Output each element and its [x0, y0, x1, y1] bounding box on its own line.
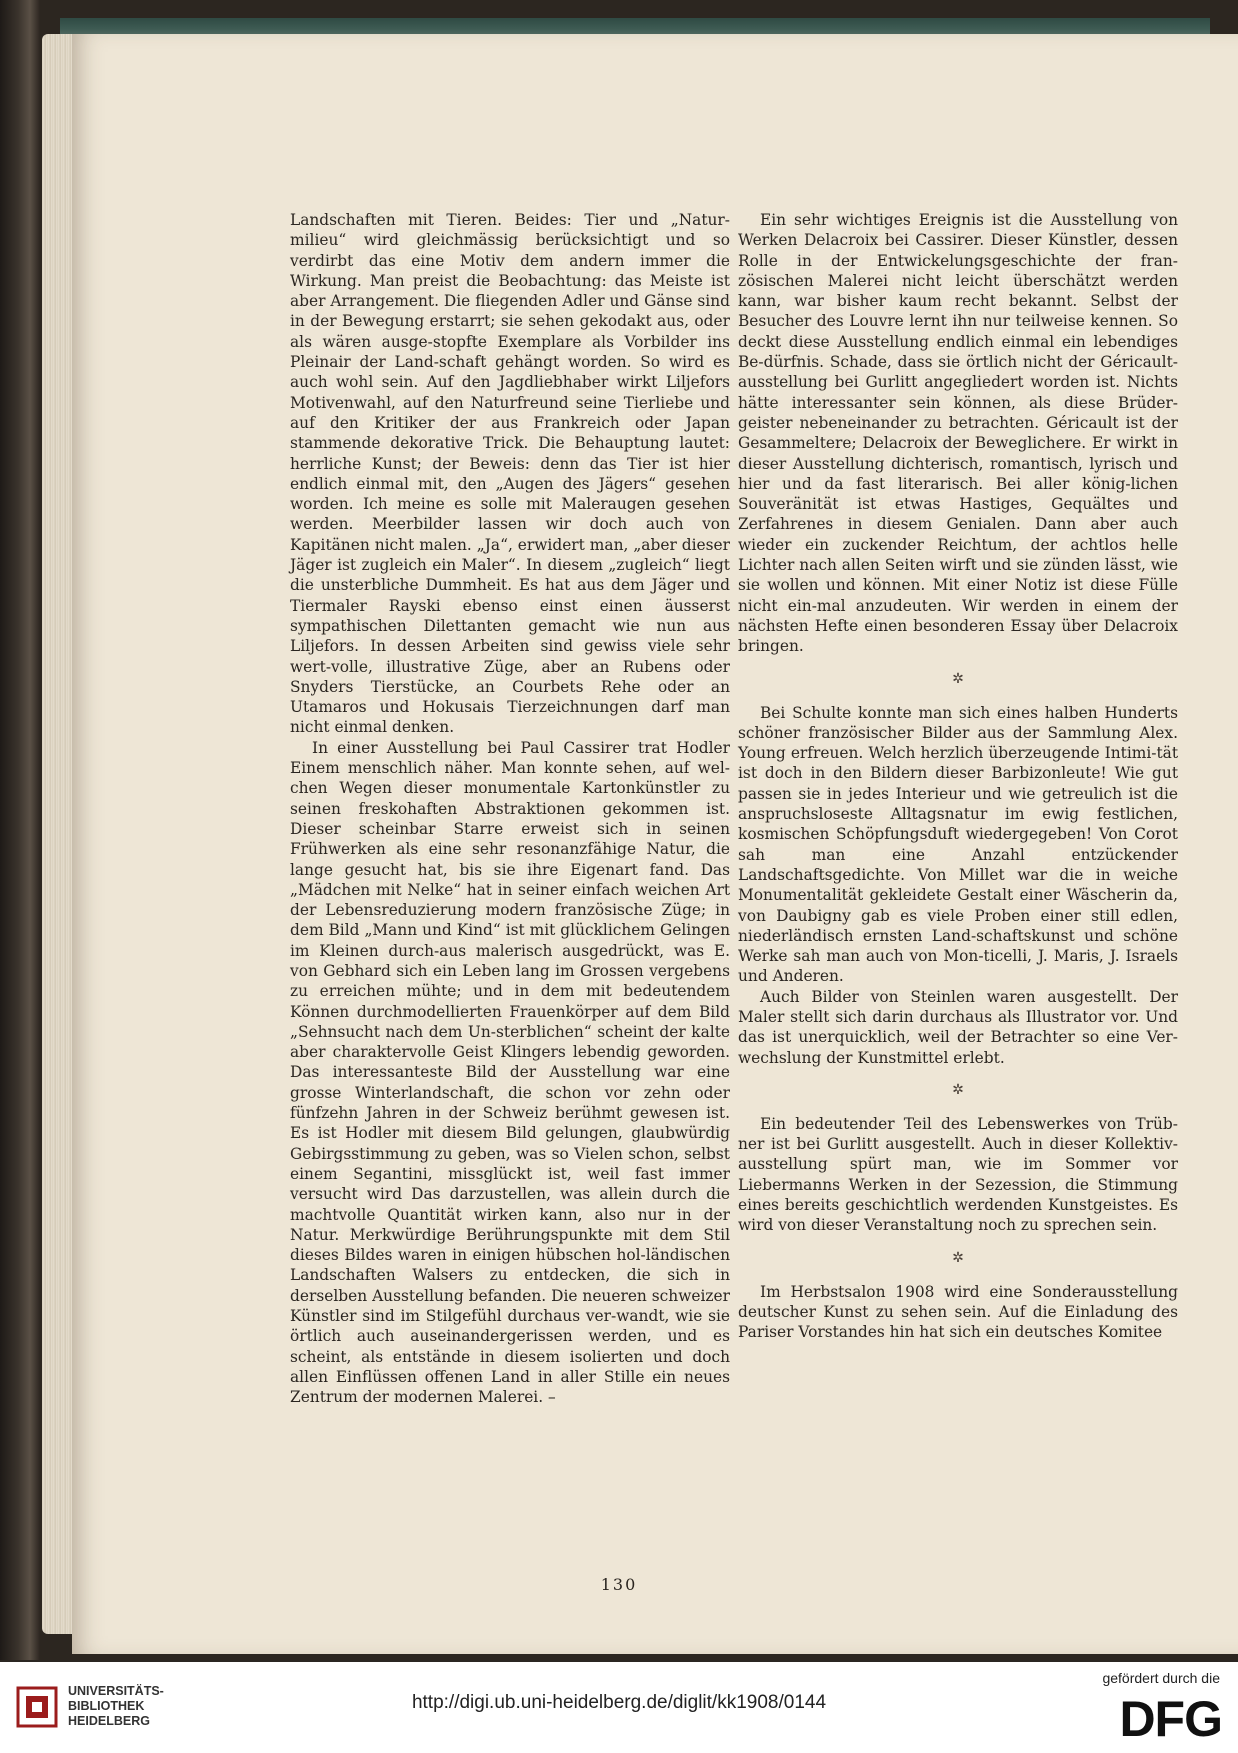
- paragraph: Landschaften mit Tieren. Beides: Tier und „Natur-milieu“ wird gleichmässig berücksichtigt und so verdirbt das eine Motiv dem andern immer die Wirkung. Man preist die Beobachtung: das Meiste ist aber Arrangement. Die fliegenden Adler und Gänse sind in der Bewegung erstarrt; sie sehen gekodakt aus, oder als wären ausge-stopfte Exemplare als Vorbilder ins Pleinair der Land-schaft gehängt worden. So wird es auch wohl sein. Auf den Jagdliebhaber wirkt Liljefors Motivenwahl, auf den Naturfreund seine Tierliebe und auf den Kritiker der aus Frankreich oder Japan stammende dekorative Trick. Die Behauptung lautet: herrliche Kunst; der Beweis: denn das Tier ist hier endlich einmal mit, den „Augen des Jägers“ gesehen worden. Ich meine es solle mit Maleraugen gesehen werden. Meerbilder lassen wir doch auch von Kapitänen nicht malen. „Ja“, erwidert man, „aber dieser Jäger ist zugleich ein Maler“. In diesem „zugleich“ liegt die unsterbliche Dummheit. Es hat aus dem Jäger und Tiermaler Rayski ebenso einst einen äusserst sympathischen Dilettanten gemacht wie nun aus Liljefors. In dessen Arbeiten sind gewiss viele sehr wert-volle, illustrative Züge, aber an Rubens oder Snyders Tierstücke, an Courbets Rehe oder an Utamaros und Hokusais Tierzeichnungen darf man nicht einmal denken.: [290, 211, 730, 737]
- left-text-column: [290, 210, 730, 1408]
- paragraph: In einer Ausstellung bei Paul Cassirer trat Hodler Einem menschlich näher. Man konnte sehen, auf wel-chen Wegen dieser monumentale Kartonkünstler zu seinen freskohaften Abstraktionen gekommen ist. Dieser scheinbar Starre erweist sich in seinen Frühwerken als eine sehr resonanzfähige Natur, die lange gesucht hat, bis sie ihre Eigenart fand. Das „Mädchen mit Nelke“ hat in seiner einfach weichen Art der Lebensreduzierung modern französische Züge; in dem Bild „Mann und Kind“ ist mit glücklichem Gelingen im Kleinen durch-aus malerisch ausgedrückt, was E. von Gebhard sich ein Leben lang im Grossen vergebens zu erreichen mühte; und in dem mit bedeutendem Können durchmodellierten Frauenkörper auf dem Bild „Sehnsucht nach dem Un-sterblichen“ scheint der kalte aber charaktervolle Geist Klingers lebendig geworden. Das interessanteste Bild der Ausstellung war eine grosse Winterlandschaft, die schon vor zehn oder fünfzehn Jahren in der Schweiz berühmt gewesen ist. Es ist Hodler mit diesem Bild gelungen, glaubwürdig Gebirgsstimmung zu geben, was so Vielen schon, selbst einem Segantini, missglückt ist, weil fast immer versucht wird Das darzustellen, was allein durch die machtvolle Quantität wirken kann, also nur in der Natur. Merkwürdige Berührungspunkte mit dem Stil dieses Bildes waren in einigen hübschen hol-ländischen Landschaften Walsers zu entdecken, die sich in derselben Ausstellung befanden. Die neueren schweizer Künstler sind im Stilgefühl durchaus ver-wandt, wie sie örtlich auch auseinandergerissen werden, und es scheint, als entstände in diesem isolierten und doch allen Einflüssen offenen Land in aller Stille ein neues Zentrum der modernen Malerei. –: [290, 738, 730, 1407]
- library-name-line: HEIDELBERG: [68, 1714, 150, 1728]
- paragraph: Bei Schulte konnte man sich eines halben Hunderts schöner französischer Bilder aus der Sammlung Alex. Young erfreuen. Welch herzlich überzeugende Intimi-tät ist doch in den Bildern dieser Barbizonleute! Wie gut passen sie in jedes Interieur und wie getreulich ist die anspruchsloseste Alltagsnatur im ewig festlichen, kosmischen Schöpfungsduft wiedergegeben! Von Corot sah man eine Anzahl entzückender Landschaftsgedichte. Von Millet war die in weiche Monumentalität gekleidete Gestalt einer Wäscherin da, von Daubigny gab es viele Proben einer still edlen, niederländisch ernsten Land-schaftskunst und schöne Werke sah man auch von Mon-ticelli, J. Maris, J. Israels und Anderen.: [738, 703, 1178, 986]
- paragraph: Im Herbstsalon 1908 wird eine Sonderausstellung deutscher Kunst zu sehen sein. Auf die Einladung des Pariser Vorstandes hin hat sich ein deutsches Komitee: [738, 1282, 1178, 1342]
- section-separator-icon: ✲: [952, 670, 964, 687]
- source-url-link[interactable]: http://digi.ub.uni-heidelberg.de/diglit/kk1908/0144: [411, 1692, 827, 1713]
- right-text-column: [738, 210, 1178, 1343]
- funding-caption: gefördert durch die: [1102, 1670, 1220, 1686]
- section-separator-icon: ✲: [952, 1249, 964, 1266]
- page-number: 130: [600, 1575, 638, 1594]
- paragraph: Auch Bilder von Steinlen waren ausgestellt. Der Maler stellt sich darin durchaus als Illustrator vor. Und das ist unerquicklich, weil der Betrachter so eine Ver-wechslung der Kunstmittel erlebt.: [738, 987, 1178, 1067]
- library-name-line: UNIVERSITÄTS-: [68, 1684, 164, 1698]
- dfg-logo: DFG: [1119, 1691, 1222, 1747]
- library-name-line: BIBLIOTHEK: [68, 1699, 145, 1713]
- section-separator-icon: ✲: [952, 1081, 964, 1098]
- paragraph: Ein bedeutender Teil des Lebenswerkes von Trüb-ner ist bei Gurlitt ausgestellt. Auch in dieser Kollektiv-ausstellung spürt man, wie im Sommer vor Liebermanns Werken in der Sezession, die Stimmung eines bereits geschichtlich werdenden Kunstgeistes. Es wird von dieser Veranstaltung noch zu sprechen sein.: [738, 1114, 1178, 1235]
- footer-bar: [0, 1662, 1238, 1753]
- paragraph: Ein sehr wichtiges Ereignis ist die Ausstellung von Werken Delacroix bei Cassirer. Dieser Künstler, dessen Rolle in der Entwickelungsgeschichte der fran-zösischen Malerei nicht leicht überschätzt werden kann, war bisher kaum recht bekannt. Selbst der Besucher des Louvre lernt ihn nur teilweise kennen. So deckt diese Ausstellung endlich einmal ein lebendiges Be-dürfnis. Schade, dass sie örtlich nicht der Géricault-ausstellung bei Gurlitt angegliedert worden ist. Nichts hätte interessanter sein können, als diese Brüder-geister nebeneinander zu betrachten. Géricault ist der Gesammeltere; Delacroix der Beweglichere. Er wirkt in dieser Ausstellung dichterisch, romantisch, lyrisch und hier und da fast literarisch. Bei aller könig-lichen Souveränität ist etwas Hastiges, Gequältes und Zerfahrenes in diesem Genialen. Dann aber auch wieder ein zuckender Reichtum, der achtlos helle Lichter nach allen Seiten wirft und sie zünden lässt, wie sie wollen und können. Mit einer Notiz ist diese Fülle nicht ein-mal anzudeuten. Wir werden in einem der nächsten Hefte einen besonderen Essay über Delacroix bringen.: [738, 211, 1178, 656]
